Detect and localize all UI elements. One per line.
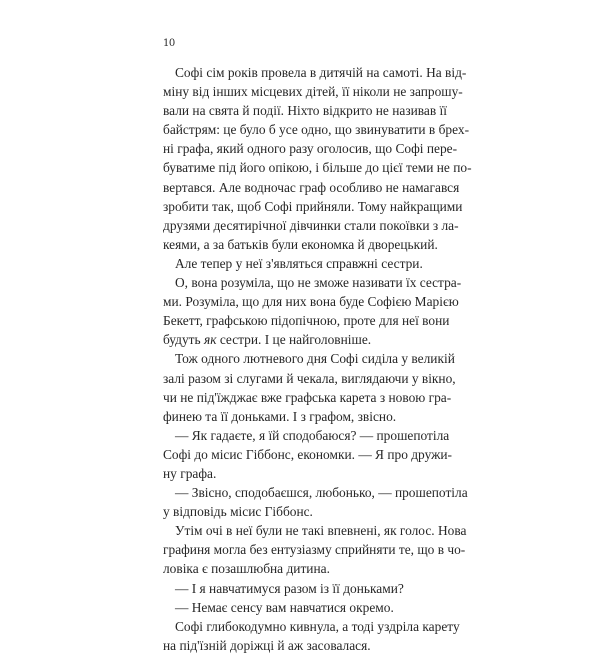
- text-line: Утім очі в неї були не такі впевнені, як голос. Нова: [175, 523, 467, 539]
- text-line: Тож одного лютневого дня Софі сиділа у великій: [175, 351, 455, 367]
- italic-emphasis: як: [203, 332, 217, 348]
- page-number: 10: [163, 38, 175, 49]
- text-line: міну від інших місцевих дітей, її ніколи не запрошу-: [163, 84, 463, 100]
- text-fragment: будуть: [163, 332, 204, 348]
- text-line: [163, 330, 445, 349]
- text-line: друзями десятирічної дівчинки стали покоївки з ла-: [163, 217, 459, 233]
- text-line: зробити так, щоб Софі прийняли. Тому найкращими: [163, 198, 463, 214]
- text-line: у відповідь місис Гіббонс.: [163, 504, 313, 520]
- body-text: [163, 63, 472, 655]
- text-line: кеями, а за батьків були економка й дворецький.: [163, 236, 438, 252]
- text-line: финею та її доньками. І з графом, звісно.: [163, 408, 397, 424]
- dialogue-paragraph: [163, 483, 468, 521]
- text-line: ні графа, який одного разу оголосив, що Софі пере-: [163, 141, 458, 157]
- text-line: Софі до місис Гіббонс, економки. — Я про дружи-: [163, 446, 452, 462]
- text-line: Але тепер у неї з'являться справжні сестри.: [175, 255, 423, 271]
- dialogue-paragraph: [163, 579, 445, 598]
- paragraph: [163, 349, 456, 425]
- paragraph: [163, 617, 460, 655]
- text-line: вали на свята й події. Ніхто відкрито не називав її: [163, 103, 447, 119]
- text-line: — Як гадаєте, я їй сподобаюся? — прошепотіла: [175, 427, 450, 443]
- text-line: на під'їзній доріжці й аж засовалася.: [163, 637, 371, 653]
- text-line: — Немає сенсу вам навчатися окремо.: [175, 599, 394, 615]
- text-line: ловіка є позашлюбна дитина.: [163, 561, 330, 577]
- text-line: ну графа.: [163, 465, 217, 481]
- text-line: буватиме під його опікою, і більше до цієї теми не по-: [163, 160, 472, 176]
- text-line: вертався. Але водночас граф особливо не намагався: [163, 179, 460, 195]
- text-line: О, вона розуміла, що не зможе називати їх сестра-: [175, 275, 462, 291]
- text-line: — Звісно, сподобаєшся, любонько, — прошепотіла: [175, 485, 468, 501]
- text-line: байстрям: це було б усе одно, що звинуватити в брех-: [163, 122, 470, 138]
- text-line: — І я навчатимуся разом із її доньками?: [175, 580, 404, 596]
- paragraph: [163, 254, 445, 273]
- text-line: Софі сім років провела в дитячій на самоті. На від-: [175, 65, 467, 80]
- text-line: Софі глибокодумно кивнула, а тоді уздріла карету: [175, 618, 460, 634]
- text-line: Бекетт, графською підопічною, проте для неї вони: [163, 313, 450, 329]
- dialogue-paragraph: [163, 598, 445, 617]
- text-line: чи не під'їжджає вже графська карета з новою гра-: [163, 389, 452, 405]
- paragraph: [163, 521, 467, 578]
- text-line: залі разом зі слугами й чекала, виглядаючи у вікно,: [163, 370, 456, 386]
- dialogue-paragraph: [163, 426, 452, 483]
- text-line: графиня могла без ентузіазму сприйняти те, що в чо-: [163, 542, 466, 558]
- paragraph: [163, 273, 462, 349]
- paragraph: [163, 63, 472, 254]
- text-fragment: сестри. І це найголовніше.: [216, 332, 372, 348]
- text-line: ми. Розуміла, що для них вона буде Софією Марією: [163, 294, 459, 310]
